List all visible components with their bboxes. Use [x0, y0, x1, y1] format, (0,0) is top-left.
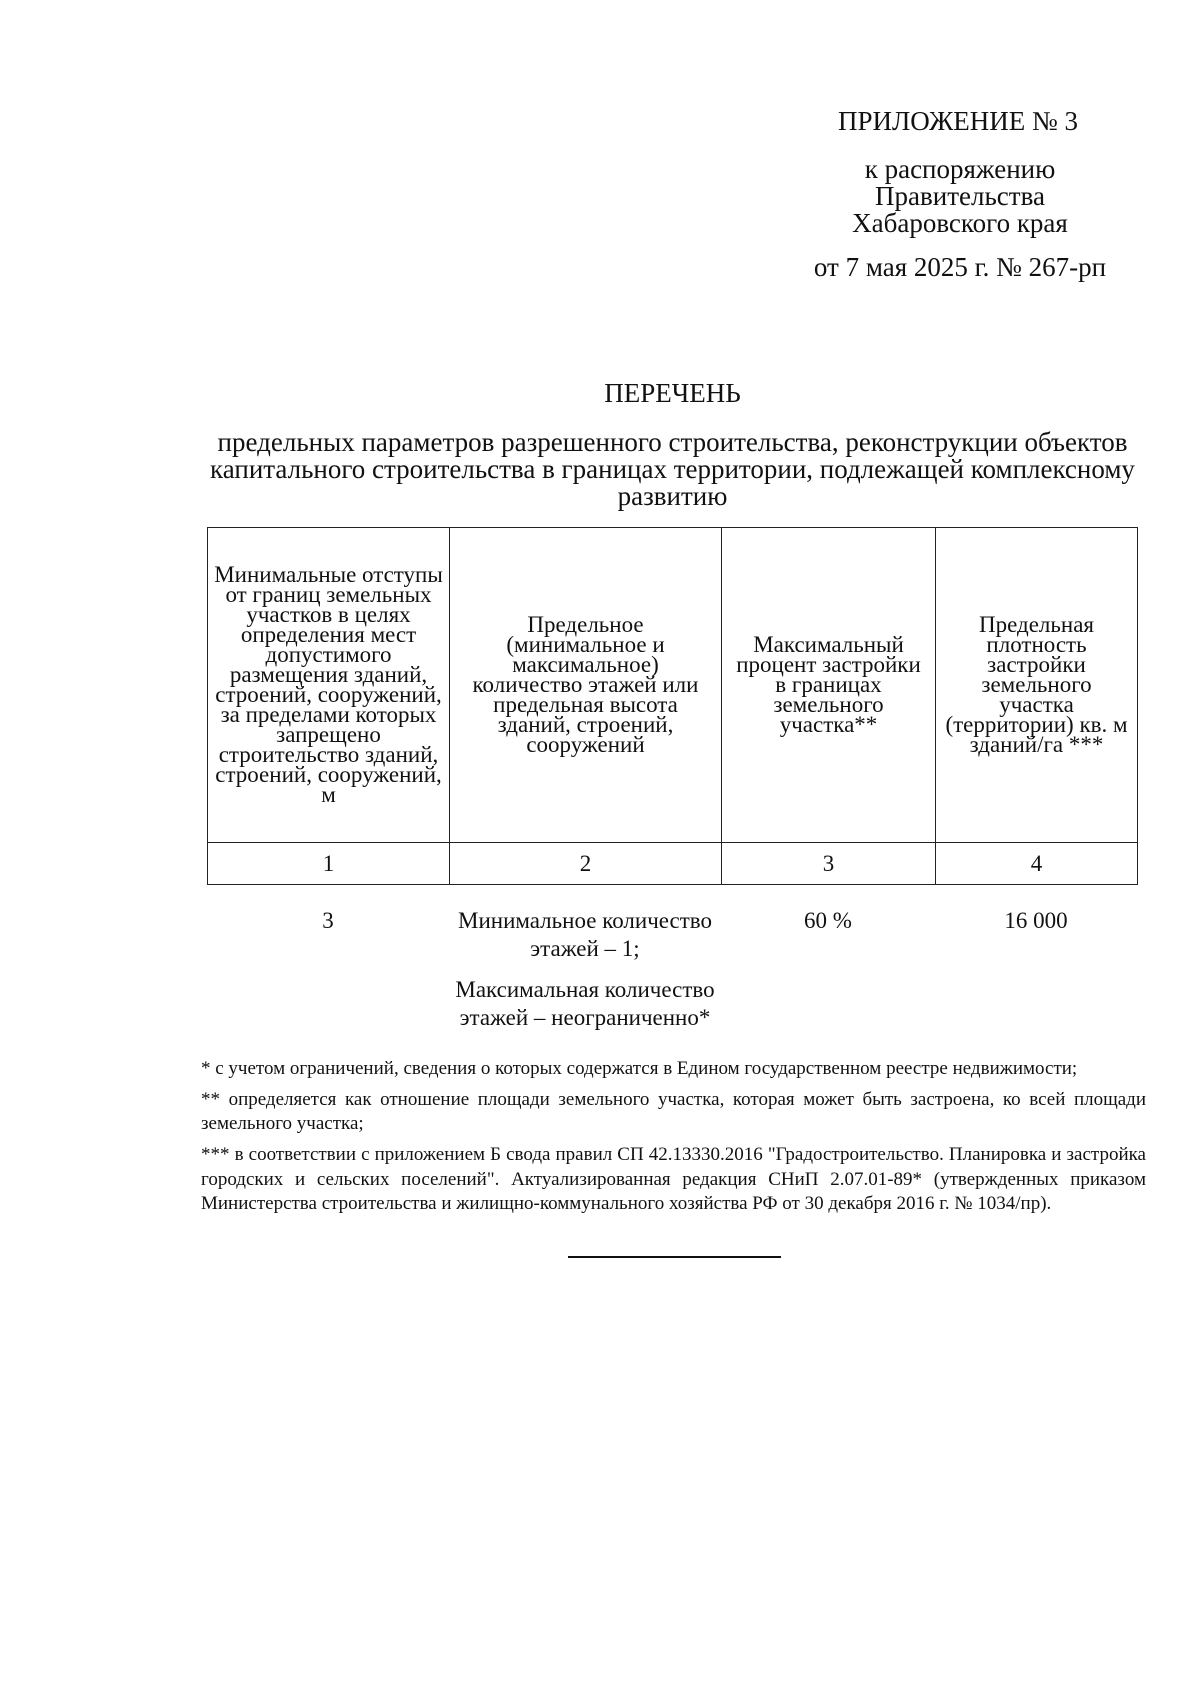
header-density: Предельная плотность застройки земельного участка (территории) кв. м зданий/га ***: [936, 528, 1138, 843]
appendix-line: Правительства: [875, 181, 1045, 211]
value-floors-min: Минимальное количество этажей – 1;: [458, 908, 712, 961]
appendix-line: Хабаровского края: [852, 208, 1068, 238]
value-floors-max: Максимальная количество этажей – неограниченно*: [455, 977, 715, 1030]
document-title: ПЕРЕЧЕНЬ: [604, 378, 741, 408]
appendix-line: к распоряжению: [864, 154, 1056, 184]
column-number-row: [208, 843, 1138, 885]
footnote: * с учетом ограничений, сведения о которых содержатся в Едином государственном реестре недвижимости;: [201, 1058, 1078, 1079]
value-setback: 3: [322, 908, 334, 933]
header-max-coverage: Максимальный процент застройки в границах земельного участка**: [722, 528, 936, 843]
appendix-title: ПРИЛОЖЕНИЕ № 3: [837, 106, 1079, 136]
value-density: 16 000: [1004, 908, 1068, 933]
parameters-table: [207, 527, 1138, 885]
footnotes: [201, 1057, 1146, 1223]
end-divider: [568, 1256, 781, 1258]
column-number: 3: [722, 843, 936, 885]
column-number: 2: [450, 843, 722, 885]
header-floors-height: Предельное (минимальное и максимальное) количество этажей или предельная высота зданий, строений, сооружений: [450, 528, 722, 843]
header-min-setbacks: Минимальные отступы от границ земельных участков в целях определения мест допустимого размещения зданий, строений, сооружений, за пределами которых запрещено строительство зданий, строений, сооружений, м: [208, 528, 450, 843]
table-header-row: [208, 528, 1138, 843]
appendix-date: от 7 мая 2025 г. № 267-рп: [813, 252, 1107, 282]
value-max-coverage: 60 %: [804, 908, 852, 933]
footnote: *** в соответствии с приложением Б свода правил СП 42.13330.2016 "Градостроительство. Планировка и застройка городских и сельских поселений". Актуализированная редакция СНиП 2.07.01-89* (утвержденных приказом Министерства строительства и жилищно-коммунального хозяйства РФ от 30 декабря 2016 г. № 1034/пр).: [201, 1144, 1146, 1215]
document-subtitle: предельных параметров разрешенного строительства, реконструкции объектов капитального строительства в границах территории, подлежащей комплексному развитию: [210, 427, 1135, 511]
footnote: ** определяется как отношение площади земельного участка, которая может быть застроена, ко всей площади земельного участка;: [201, 1088, 1146, 1135]
column-number: 4: [936, 843, 1138, 885]
document-heading: [180, 380, 1165, 510]
column-number: 1: [208, 843, 450, 885]
value-floors: [449, 907, 721, 1031]
appendix-block: [770, 108, 1150, 281]
